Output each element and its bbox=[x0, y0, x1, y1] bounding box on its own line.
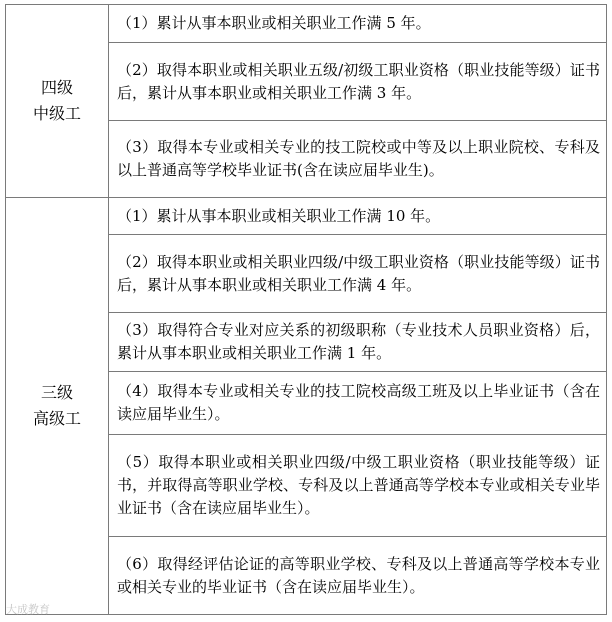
level-label: 中级工 bbox=[32, 104, 81, 123]
condition-text: （2）取得本职业或相关职业四级/中级工职业资格（职业技能等级）证书后，累计从事本职业或相关职业工作满 4 年。 bbox=[109, 235, 607, 313]
table-row bbox=[6, 198, 607, 235]
condition-text: （5）取得本职业或相关职业四级/中级工职业资格（职业技能等级）证书，并取得高等职业学校、专科及以上普通高等学校本专业或相关专业毕业证书（含在读应届毕业生）。 bbox=[109, 435, 607, 537]
level-cell-intermediate bbox=[6, 5, 109, 198]
condition-text: （6）取得经评估论证的高等职业学校、专科及以上普通高等学校本专业或相关专业的毕业证书（含在读应届毕业生）。 bbox=[109, 537, 607, 615]
level-label: 四级 bbox=[40, 78, 73, 97]
watermark: 大成教育 bbox=[6, 603, 50, 616]
condition-text: （1）累计从事本职业或相关职业工作满 10 年。 bbox=[109, 198, 607, 235]
level-label: 高级工 bbox=[32, 409, 81, 428]
condition-text: （3）取得符合专业对应关系的初级职称（专业技术人员职业资格）后，累计从事本职业或相关职业工作满 1 年。 bbox=[109, 313, 607, 372]
condition-text: （1）累计从事本职业或相关职业工作满 5 年。 bbox=[109, 5, 607, 43]
condition-text: （4）取得本专业或相关专业的技工院校高级工班及以上毕业证书（含在读应届毕业生）。 bbox=[109, 372, 607, 435]
requirements-table bbox=[5, 4, 607, 615]
level-label: 三级 bbox=[40, 383, 73, 402]
table-row bbox=[6, 5, 607, 43]
condition-text: （2）取得本职业或相关职业五级/初级工职业资格（职业技能等级）证书后，累计从事本职业或相关职业工作满 3 年。 bbox=[109, 43, 607, 121]
level-cell-advanced bbox=[6, 198, 109, 615]
condition-text: （3）取得本专业或相关专业的技工院校或中等及以上职业院校、专科及以上普通高等学校毕业证书(含在读应届毕业生)。 bbox=[109, 121, 607, 198]
